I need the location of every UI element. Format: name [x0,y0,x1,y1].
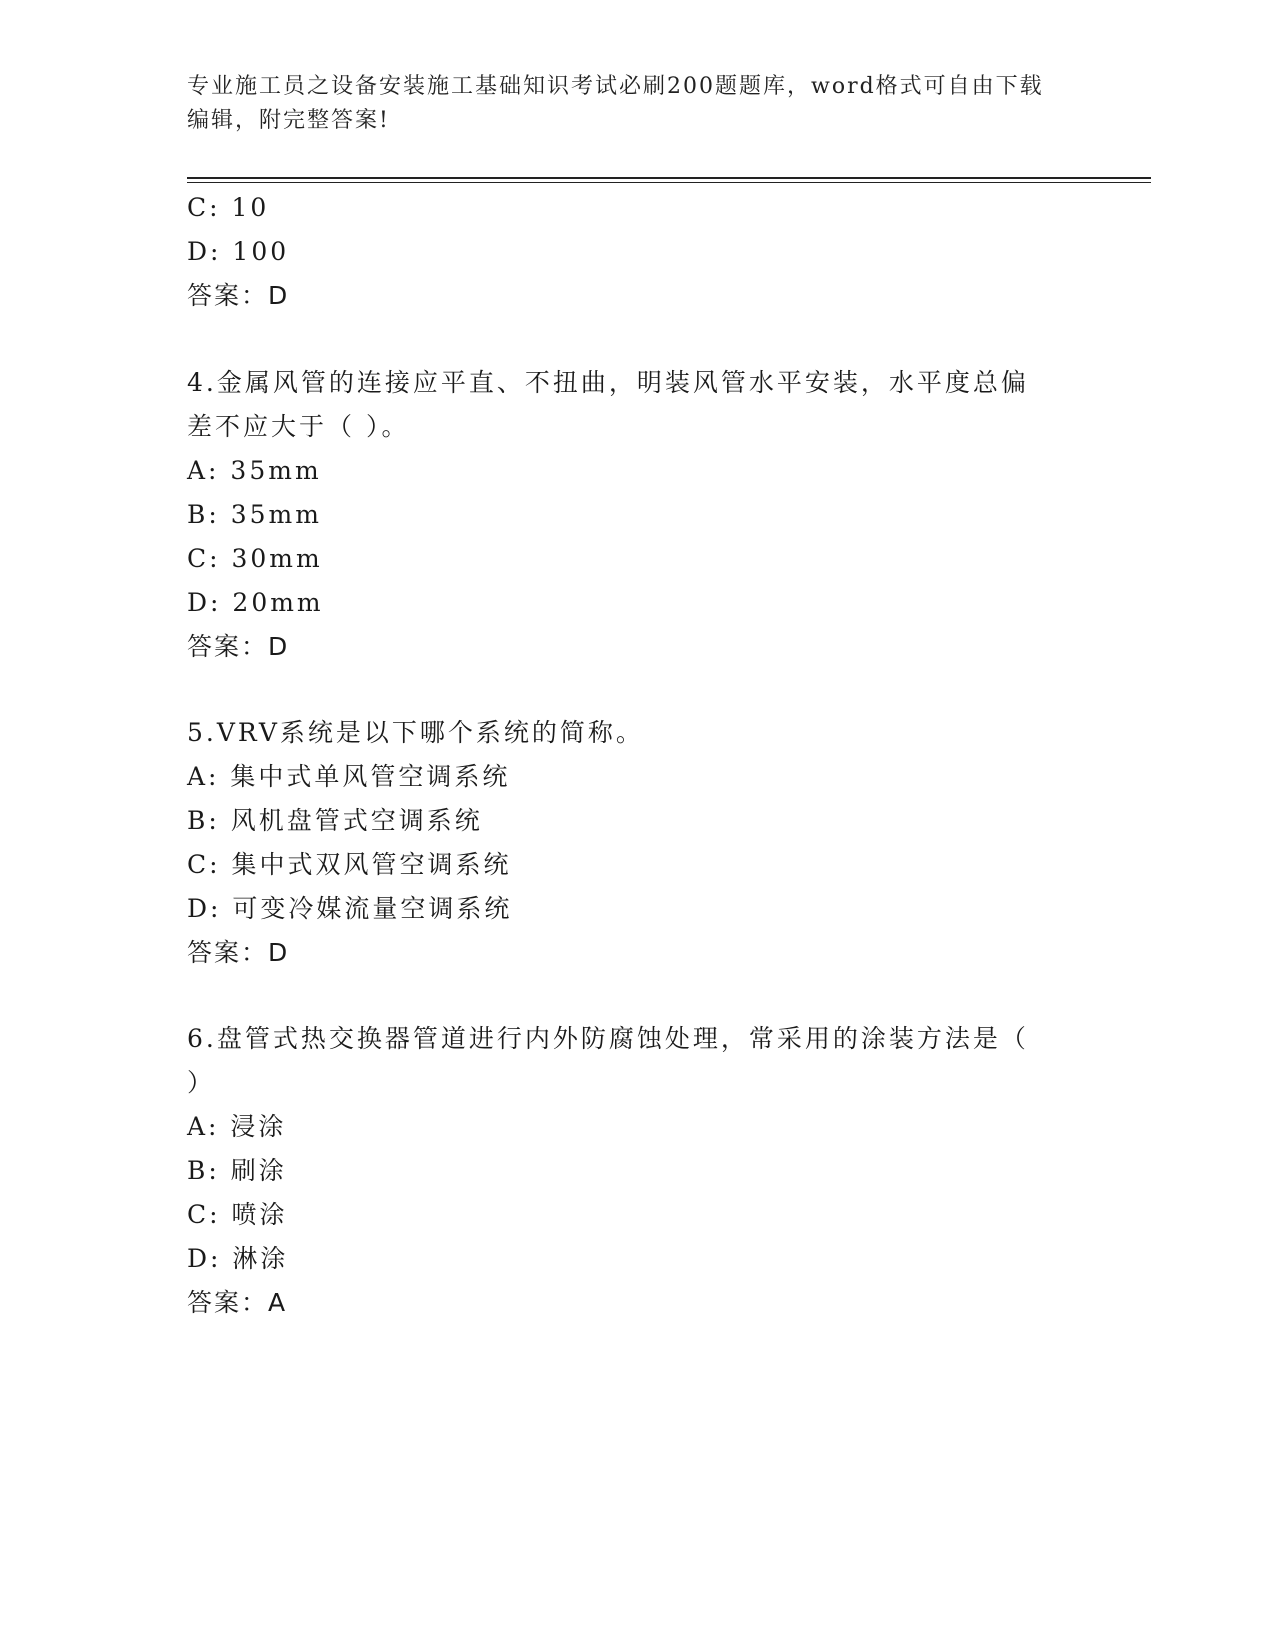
q5-answer: 答案：D [187,938,290,967]
q3-option-d: D: 100 [187,237,290,266]
q5-option-b: B: 风机盘管式空调系统 [187,806,483,835]
q4-stem-line2: 差不应大于（ ）。 [187,412,410,441]
q4-answer: 答案：D [187,632,290,661]
q6-answer: 答案：A [187,1288,288,1317]
header-title-line2: 编辑，附完整答案! [187,108,390,133]
header-divider-thin [187,182,1151,183]
q3-answer: 答案：D [187,281,290,310]
header-divider-thick [187,177,1151,179]
q6-option-b: B: 刷涂 [187,1156,287,1185]
q3-option-c: C: 10 [187,193,270,222]
q6-option-d: D: 淋涂 [187,1244,289,1273]
q4-option-d: D: 20mm [187,588,324,617]
q6-option-a: A: 浸涂 [187,1112,287,1141]
q5-option-a: A: 集中式单风管空调系统 [187,762,511,791]
q5-option-c: C: 集中式双风管空调系统 [187,850,512,879]
document-header [187,70,1087,138]
q4-option-b: B: 35mm [187,500,322,529]
header-title-line1: 专业施工员之设备安装施工基础知识考试必刷200题题库，word格式可自由下载 [187,74,1044,99]
q6-stem-line1: 6.盘管式热交换器管道进行内外防腐蚀处理，常采用的涂装方法是（ [187,1024,1029,1053]
q5-option-d: D: 可变冷媒流量空调系统 [187,894,513,923]
q4-option-a: A: 35mm [187,456,322,485]
q4-stem-line1: 4.金属风管的连接应平直、不扭曲，明装风管水平安装，水平度总偏 [187,368,1029,397]
q6-stem-line2: ） [187,1068,216,1097]
q6-option-c: C: 喷涂 [187,1200,288,1229]
q5-stem-line1: 5.VRV系统是以下哪个系统的简称。 [187,718,644,747]
q4-option-c: C: 30mm [187,544,323,573]
